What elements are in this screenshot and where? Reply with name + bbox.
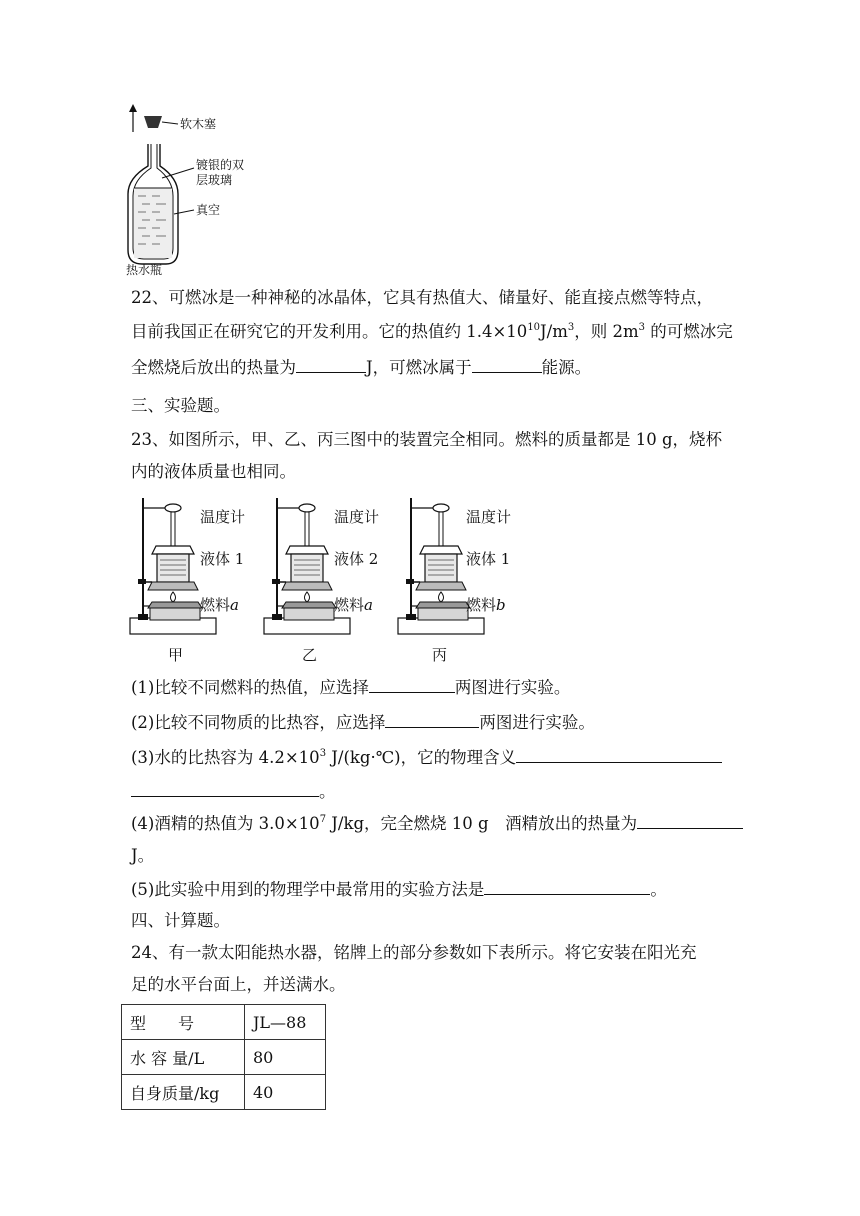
answer-blank[interactable] [369, 676, 455, 693]
caption-label: 乙 [302, 646, 318, 664]
answer-blank[interactable] [484, 878, 650, 895]
thermometer-label: 温度计 [334, 508, 380, 526]
apparatus-figure [128, 494, 528, 666]
q23-part3: (3)水的比热容为 $4.2\times 10^3$ J/(kg·℃)，它的物理含义 [131, 746, 722, 768]
thermos-figure [118, 102, 258, 278]
answer-blank[interactable] [385, 711, 479, 728]
table-cell-label: 型 号 [122, 1005, 245, 1040]
fuel-label: 燃料a [334, 596, 373, 614]
q22-line1: 22、可燃冰是一种神秘的冰晶体，它具有热值大、储量好、能直接点燃等特点， [131, 288, 713, 307]
q22-line3: 全燃烧后放出的热量为 J，可燃冰属于 能源。 [131, 358, 592, 377]
q23-part2: (2)比较不同物质的比热容，应选择 两图进行实验。 [131, 713, 595, 732]
fuel-label: 燃料b [466, 596, 506, 614]
table-cell-value: 40 [245, 1075, 326, 1110]
glass-label-1: 镀银的双 [196, 158, 245, 172]
liquid-label: 液体 1 [200, 550, 245, 568]
glass-label-2: 层玻璃 [196, 173, 233, 187]
table-cell-value: 80 [245, 1040, 326, 1075]
q22-line2: 目前我国正在研究它的开发利用。它的热值约 $1.4\times 10^{10}J/m^3$，则 $2m^3$ 的可燃冰完 [131, 322, 733, 341]
fuel-label: 燃料a [200, 596, 239, 614]
q24-line2: 足的水平台面上，并送满水。 [131, 975, 346, 994]
q23-part4: (4)酒精的热值为 $3.0\times 10^7$ J/kg，完全燃烧 10 g 酒精放出的热量为 [131, 812, 743, 834]
section-4-heading: 四、计算题。 [131, 911, 230, 930]
thermos-caption: 热水瓶 [126, 263, 163, 277]
answer-blank[interactable] [131, 780, 319, 797]
table-cell-value: JL—88 [245, 1005, 326, 1040]
table-row [122, 1075, 326, 1110]
q23-part5: (5)此实验中用到的物理学中最常用的实验方法是 。 [131, 880, 667, 899]
thermometer-label: 温度计 [200, 508, 246, 526]
spec-table [121, 1004, 326, 1110]
table-row [122, 1005, 326, 1040]
table-cell-label: 自身质量/kg [122, 1075, 245, 1110]
q24-line1: 24、有一款太阳能热水器，铭牌上的部分参数如下表所示。将它安装在阳光充 [131, 943, 697, 962]
liquid-label: 液体 1 [466, 550, 511, 568]
cork-label: 软木塞 [180, 117, 217, 131]
caption-label: 甲 [168, 646, 184, 664]
q23-part3-cont: 。 [131, 780, 336, 802]
section-3-heading: 三、实验题。 [131, 396, 230, 415]
q23-part4-cont: J。 [131, 846, 155, 865]
answer-blank[interactable] [516, 746, 722, 763]
thermometer-label: 温度计 [466, 508, 512, 526]
answer-blank[interactable] [472, 356, 542, 373]
table-row [122, 1040, 326, 1075]
liquid-label: 液体 2 [334, 550, 379, 568]
q23-line1: 23、如图所示，甲、乙、丙三图中的装置完全相同。燃料的质量都是 10 g，烧杯 [131, 430, 723, 449]
table-cell-label: 水 容 量/L [122, 1040, 245, 1075]
answer-blank[interactable] [637, 812, 743, 829]
caption-label: 丙 [432, 646, 448, 664]
vacuum-label: 真空 [196, 203, 221, 217]
q23-part1: (1)比较不同燃料的热值，应选择 两图进行实验。 [131, 678, 571, 697]
q23-line2: 内的液体质量也相同。 [131, 462, 296, 481]
answer-blank[interactable] [296, 356, 366, 373]
